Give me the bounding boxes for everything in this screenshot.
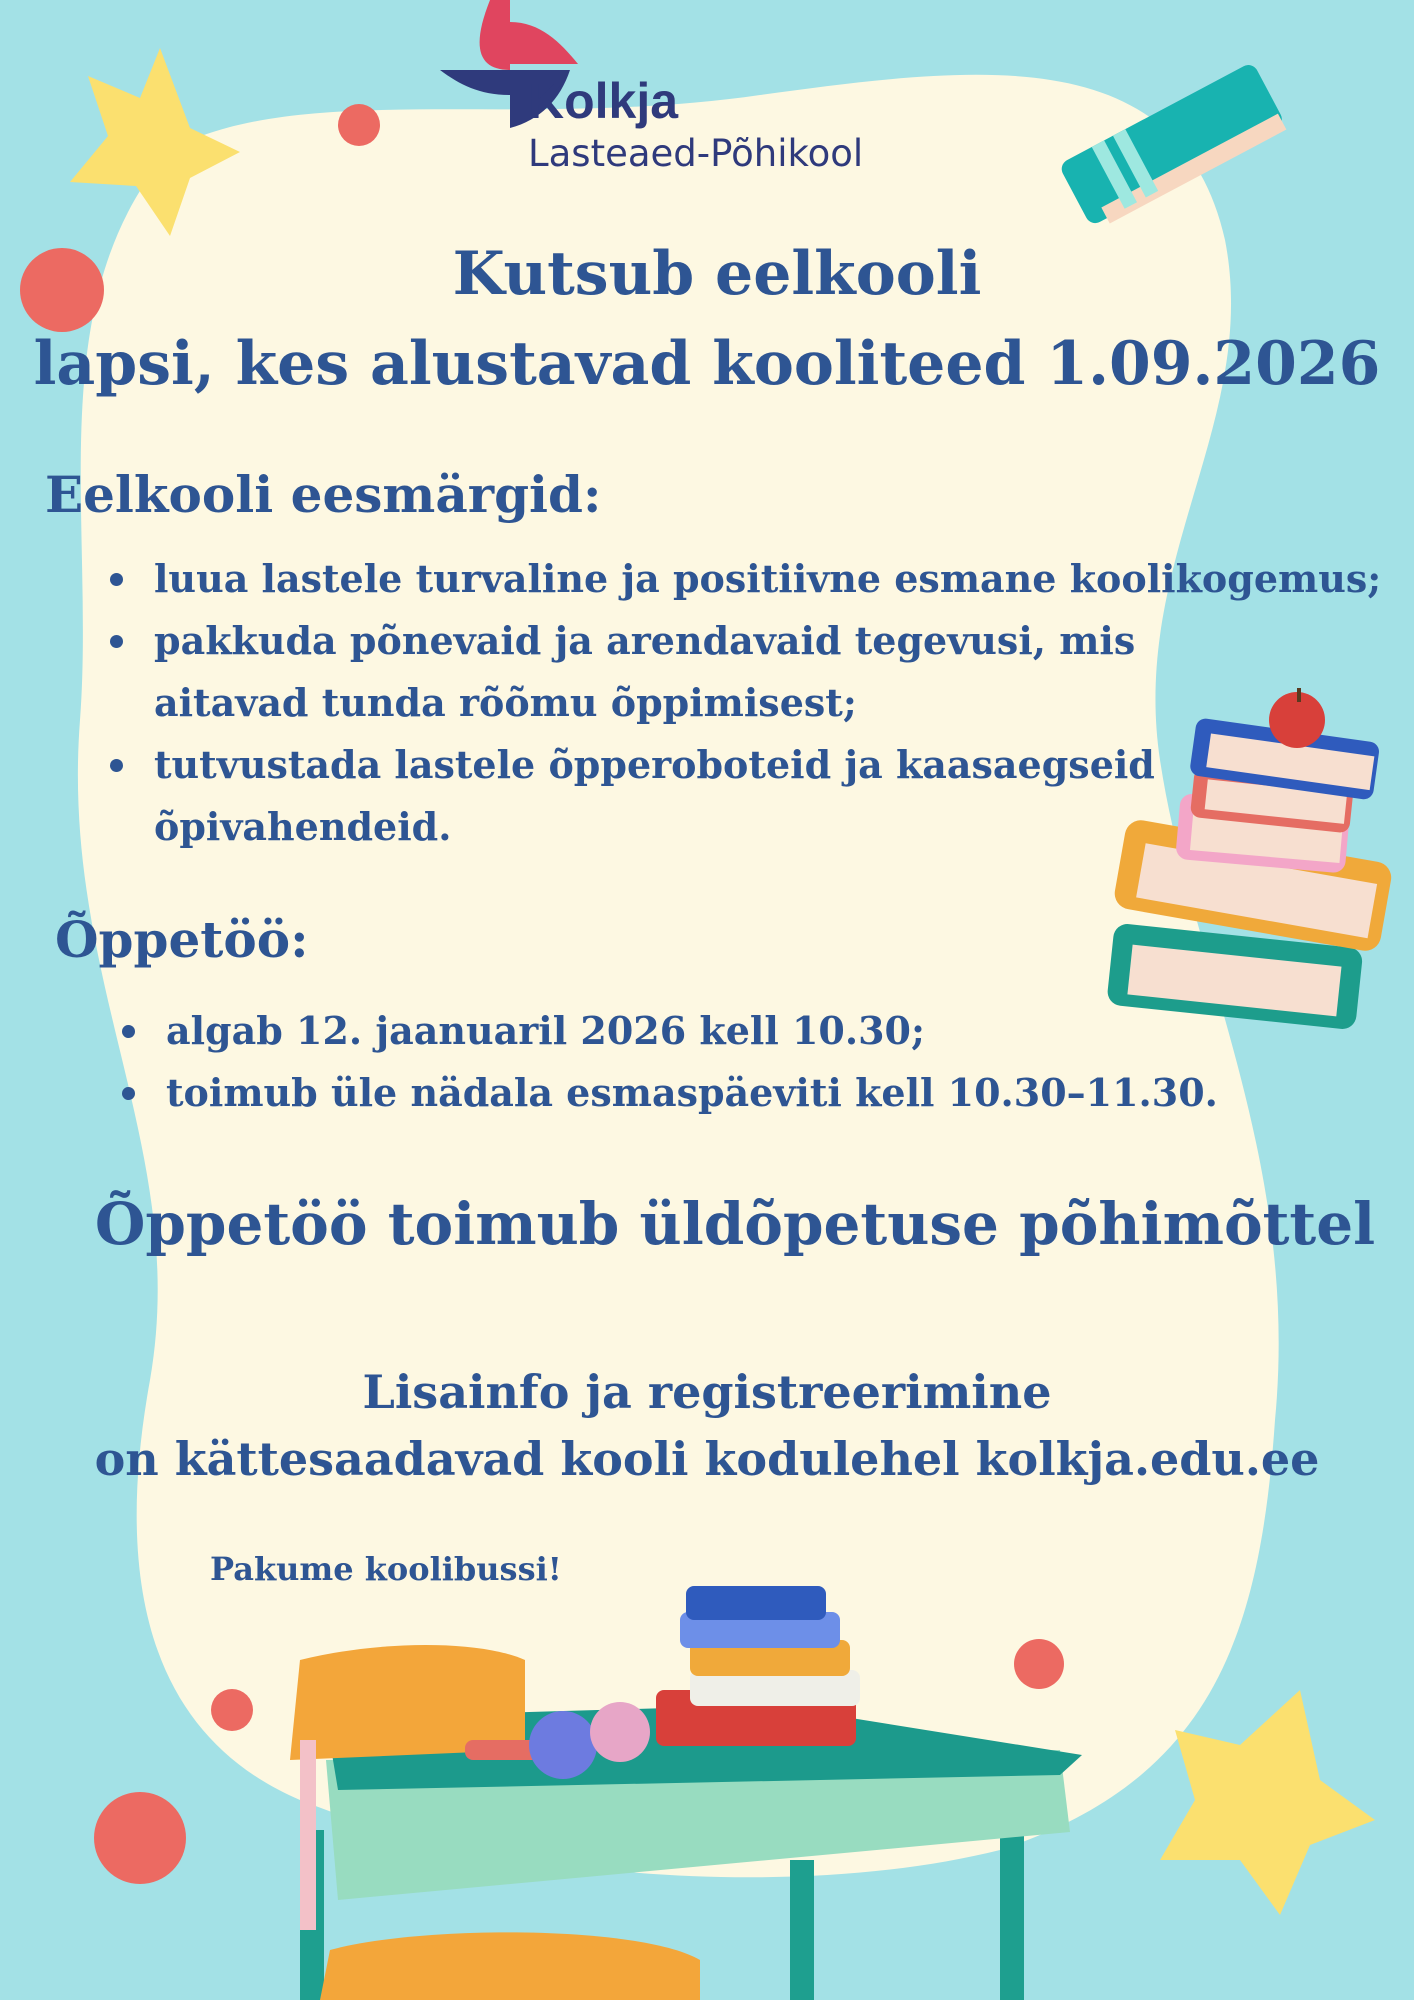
- bus-note: Pakume koolibussi!: [210, 1550, 562, 1588]
- school-name: Kolkja: [528, 73, 679, 129]
- headline-line-1: Kutsub eelkooli: [452, 239, 982, 309]
- red-ball-icon: [211, 1689, 253, 1731]
- info-line-1: Lisainfo ja registreerimine: [362, 1365, 1052, 1419]
- goal-item: pakkuda põnevaid ja arendavaid tegevusi, mis aitavad tunda rõõmu õppimisest;: [110, 610, 1294, 734]
- star-icon: [70, 48, 240, 236]
- red-ball-icon: [94, 1792, 186, 1884]
- study-title: Õppetöö:: [55, 910, 309, 969]
- school-subtitle: Lasteaed-Põhikool: [528, 132, 864, 175]
- goal-item: tutvustada lastele õpperoboteid ja kaasaegseid õpivahendeid.: [110, 734, 1194, 858]
- study-item: algab 12. jaanuaril 2026 kell 10.30;: [122, 1000, 1322, 1062]
- goals-title: Eelkooli eesmärgid:: [45, 465, 602, 524]
- study-list: [122, 1000, 1322, 1124]
- red-ball-icon: [1014, 1639, 1064, 1689]
- principle-heading: Õppetöö toimub üldõpetuse põhimõttel: [94, 1190, 1376, 1258]
- books-on-desk-icon: [656, 1586, 860, 1746]
- headline-line-2: lapsi, kes alustavad kooliteed 1.09.2026: [33, 329, 1381, 399]
- info-line-2: on kättesaadavad kooli kodulehel kolkja.edu.ee: [94, 1432, 1320, 1486]
- goal-item: luua lastele turvaline ja positiivne esmane koolikogemus;: [110, 548, 1410, 610]
- red-ball-icon: [338, 104, 380, 146]
- star-icon: [1160, 1690, 1375, 1915]
- goals-list: [110, 548, 1410, 858]
- book-icon: [1058, 62, 1288, 232]
- study-item: toimub üle nädala esmaspäeviti kell 10.30–11.30.: [122, 1062, 1322, 1124]
